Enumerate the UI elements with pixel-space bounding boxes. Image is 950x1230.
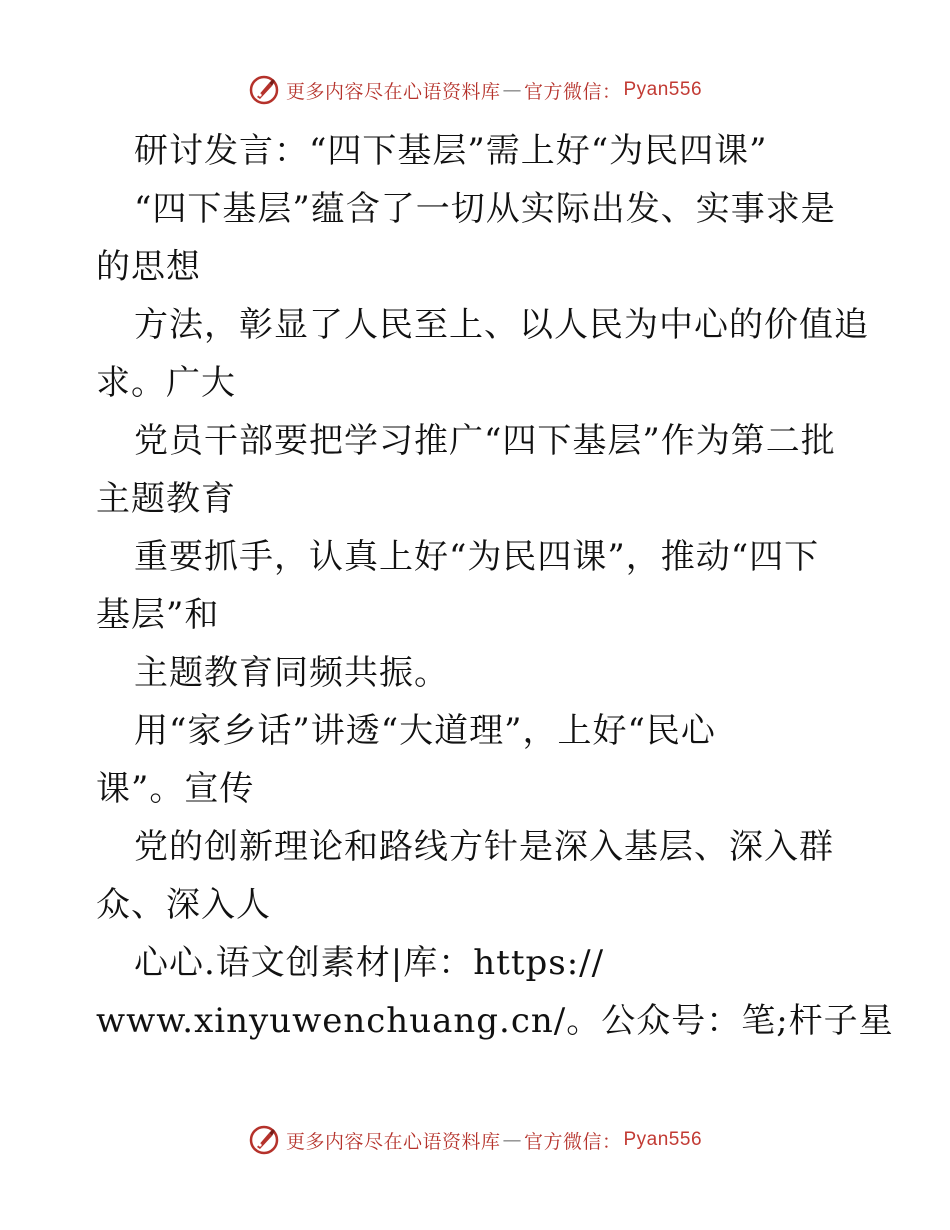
document-body [96, 122, 894, 1050]
paragraph-line: “四下基层”蕴含了一切从实际出发、实事求是 [134, 189, 836, 229]
paragraph-line: 众、深入人 [96, 885, 271, 925]
paragraph-line: 的思想 [96, 247, 201, 287]
document-title: 研讨发言：“四下基层”需上好“为民四课” [134, 131, 768, 171]
banner-dash: — [502, 79, 522, 101]
paragraph-line: 重要抓手，认真上好“为民四课”，推动“四下 [134, 537, 820, 577]
pen-logo-icon [248, 74, 280, 106]
paragraph-line: 主题教育同频共振。 [134, 653, 449, 693]
paragraph-line: 方法，彰显了人民至上、以人民为中心的价值追 [134, 305, 869, 345]
banner-text: 更多内容尽在心语资料库 [285, 80, 501, 103]
banner-dash: — [502, 1129, 522, 1151]
paragraph-line: 课”。宣传 [96, 769, 255, 809]
banner-wechat-handle: Pyan556 [623, 1129, 703, 1150]
source-url-line: www.xinyuwenchuang.cn/。公众号：笔;杆子星 [96, 1001, 894, 1041]
banner-text: 更多内容尽在心语资料库 [285, 1130, 501, 1153]
header-watermark-banner [0, 70, 950, 110]
banner-wechat-label: 官方微信： [523, 1130, 622, 1153]
paragraph-line: 基层”和 [96, 595, 220, 635]
source-line: 心心.语文创素材|库：https:// [134, 943, 605, 983]
banner-wechat-label: 官方微信： [523, 80, 622, 103]
paragraph-line: 用“家乡话”讲透“大道理”，上好“民心 [134, 711, 716, 751]
paragraph-line: 党的创新理论和路线方针是深入基层、深入群 [134, 827, 834, 867]
paragraph-line: 主题教育 [96, 479, 236, 519]
footer-watermark-banner [0, 1120, 950, 1160]
banner-wechat-handle: Pyan556 [623, 79, 703, 100]
paragraph-line: 求。广大 [96, 363, 236, 403]
pen-logo-icon [248, 1124, 280, 1156]
paragraph-line: 党员干部要把学习推广“四下基层”作为第二批 [134, 421, 836, 461]
